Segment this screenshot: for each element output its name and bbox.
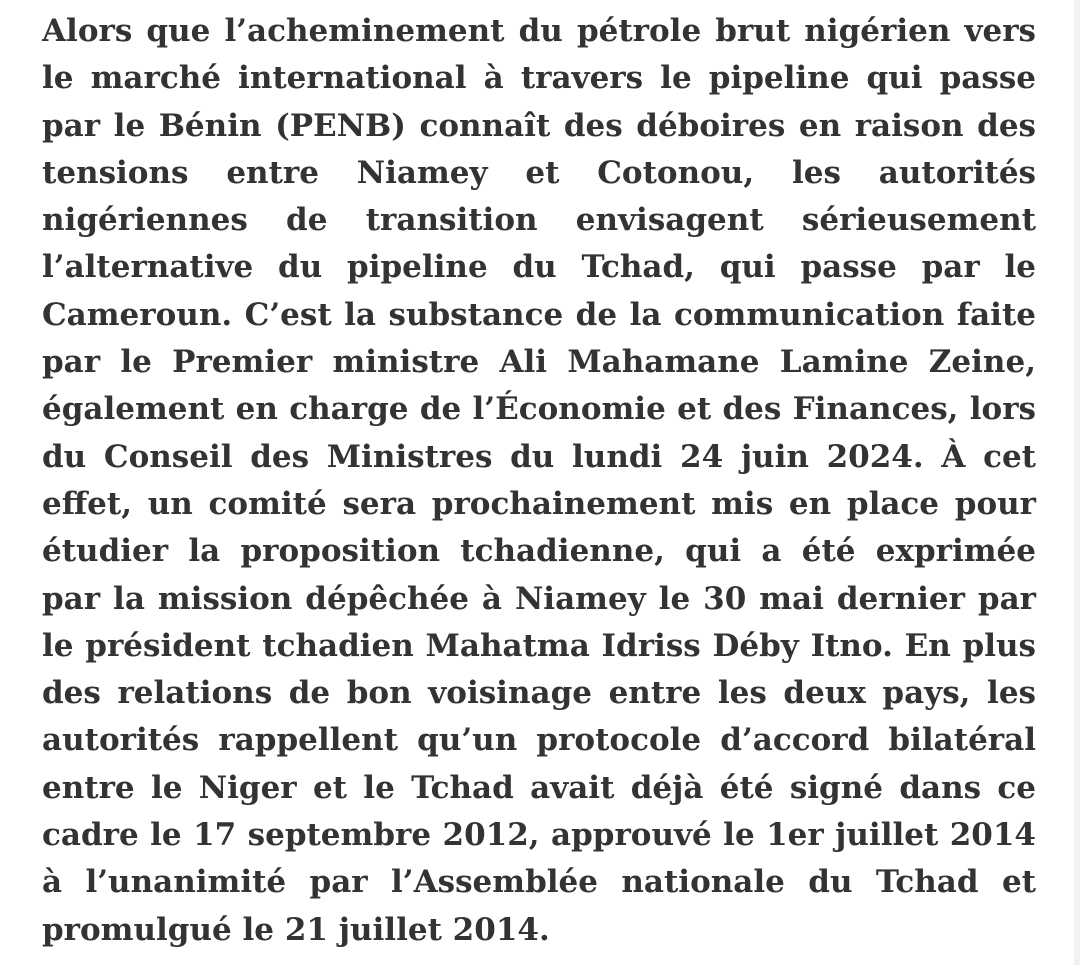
article-paragraph: Alors que l’acheminement du pétrole brut nigérien vers le marché international à travers le pipeline qui passe par le Bénin (PENB) connaît des déboires en raison des tensions entre Niamey et Cotonou, les autorités nigériennes de transition envisagent sérieusement l’alternative du pipeline du Tchad, qui passe par le Cameroun. C’est la substance de la communication faite par le Premier ministre Ali Mahamane Lamine Zeine, également en charge de l’Économie et des Finances, lors du Conseil des Ministres du lundi 24 juin 2024. À cet effet, un comité sera prochainement mis en place pour étudier la proposition tchadienne, qui a été exprimée par la mission dépêchée à Niamey le 30 mai dernier par le président tchadien Mahatma Idriss Déby Itno. En plus des relations de bon voisinage entre les deux pays, les autorités rappellent qu’un protocole d’accord bilatéral entre le Niger et le Tchad avait déjà été signé dans ce cadre le 17 septembre 2012, approuvé le 1er juillet 2014 à l’unanimité par l’Assemblée nationale du Tchad et promulgué le 21 juillet 2014. xyxy=(42,13,1036,948)
page-edge-divider xyxy=(1074,0,1080,965)
